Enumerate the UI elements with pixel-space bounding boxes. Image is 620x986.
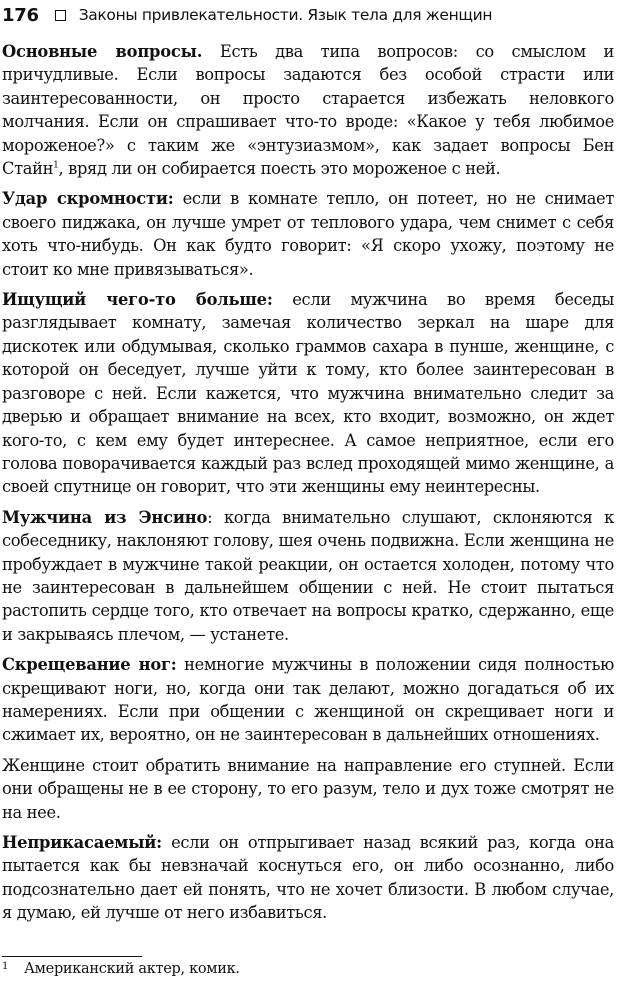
- paragraph-encino-man: [2, 506, 614, 646]
- paragraph-crossed-legs: [2, 653, 614, 747]
- footnote-divider: [2, 956, 142, 957]
- footnote-mark: 1: [2, 961, 9, 972]
- paragraph-feet-direction: [2, 754, 614, 824]
- paragraph-text: если в комнате тепло, он потеет, но не снимает своего пиджака, он лучше умрет от теплового удара, чем снимет с себя хоть что-нибудь. Он как будто говорит: «Я скоро ухожу, поэтому не стоит ко мне привязываться».: [2, 189, 614, 279]
- paragraph-lead: Мужчина из Энсино: [2, 507, 208, 527]
- paragraph-modesty-strike: [2, 187, 614, 281]
- paragraph-lead: Ищущий чего-то больше:: [2, 290, 273, 310]
- paragraph-untouchable: [2, 831, 614, 925]
- paragraph-text: Есть два типа вопросов: со смыслом и причудливые. Если вопросы задаются без особой страсти или заинтересованности, он просто старается избежать неловкого молчания. Если он спрашивает что-то вроде: «Какое у тебя любимое мороженое?» с таким же «энтузиазмом», как задает вопросы Бен Стайн: [2, 42, 614, 179]
- body-text: [2, 40, 614, 925]
- paragraph-text: Женщине стоит обратить внимание на направление его ступней. Если они обращены не в ее сторону, то его разум, тело и дух тоже смотрят не на нее.: [2, 755, 614, 822]
- paragraph-text: немногие мужчины в положении сидя полностью скрещивают ноги, но, когда они так делают, можно догадаться об их намерениях. Если при общении с женщиной он скрещивает ноги и сжимает их, вероятно, он не заинтересован в дальнейших отношениях.: [2, 655, 614, 745]
- page-header: [2, 2, 492, 28]
- footnote-reference[interactable]: 1: [53, 160, 59, 171]
- paragraph-lead: Удар скромности:: [2, 189, 174, 209]
- paragraph-lead: Основные вопросы.: [2, 42, 203, 61]
- running-title: Законы привлекательности. Язык тела для женщин: [78, 6, 493, 24]
- square-bullet-icon: [55, 10, 66, 21]
- footnote-text: Американский актер, комик.: [24, 961, 240, 977]
- paragraph-text: если мужчина во время беседы разглядывает комнату, замечая количество зеркал на шаре для дискотек или обдумывая, сколько граммов сахара в пунше, женщине, с которой он беседует, лучше уйти к тому, кто более заинтересован в разговоре с ней. Если кажется, что мужчина внимательно следит за дверью и обращает внимание на всех, кто входит, возможно, он ждет кого-то, с кем ему будет интереснее. А самое неприятное, если его голова поворачивается каждый раз вслед проходящей мимо женщине, а своей спутнице он говорит, что эти женщины ему неинтересны.: [2, 290, 615, 497]
- paragraph-text: : когда внимательно слушают, склоняются к собеседнику, наклоняют голову, шея очень подвижна. Если женщина не пробуждает в мужчине такой реакции, он остается холоден, потому что не заинтересован в дальнейшем общении с ней. Не стоит пытаться растопить сердце того, кто отвечает на вопросы кратко, сдержанно, еще и закрываясь плечом, — устанете.: [2, 507, 615, 644]
- page-number: 176: [2, 4, 39, 26]
- paragraph-seeking-more: [2, 288, 614, 499]
- footnote: [2, 961, 240, 977]
- paragraph-text-continued: , вряд ли он собирается поесть это мороженое с ней.: [58, 159, 501, 179]
- paragraph-lead: Неприкасаемый:: [2, 833, 162, 852]
- paragraph-text: если он отпрыгивает назад всякий раз, когда она пытается как бы невзначай коснуться его, он либо осознанно, либо подсознательно дает ей понять, что не хочет близости. В любом случае, я думаю, ей лучше от него избавиться.: [2, 833, 614, 923]
- paragraph-basic-questions: [2, 40, 614, 180]
- paragraph-lead: Скрещевание ног:: [2, 655, 177, 675]
